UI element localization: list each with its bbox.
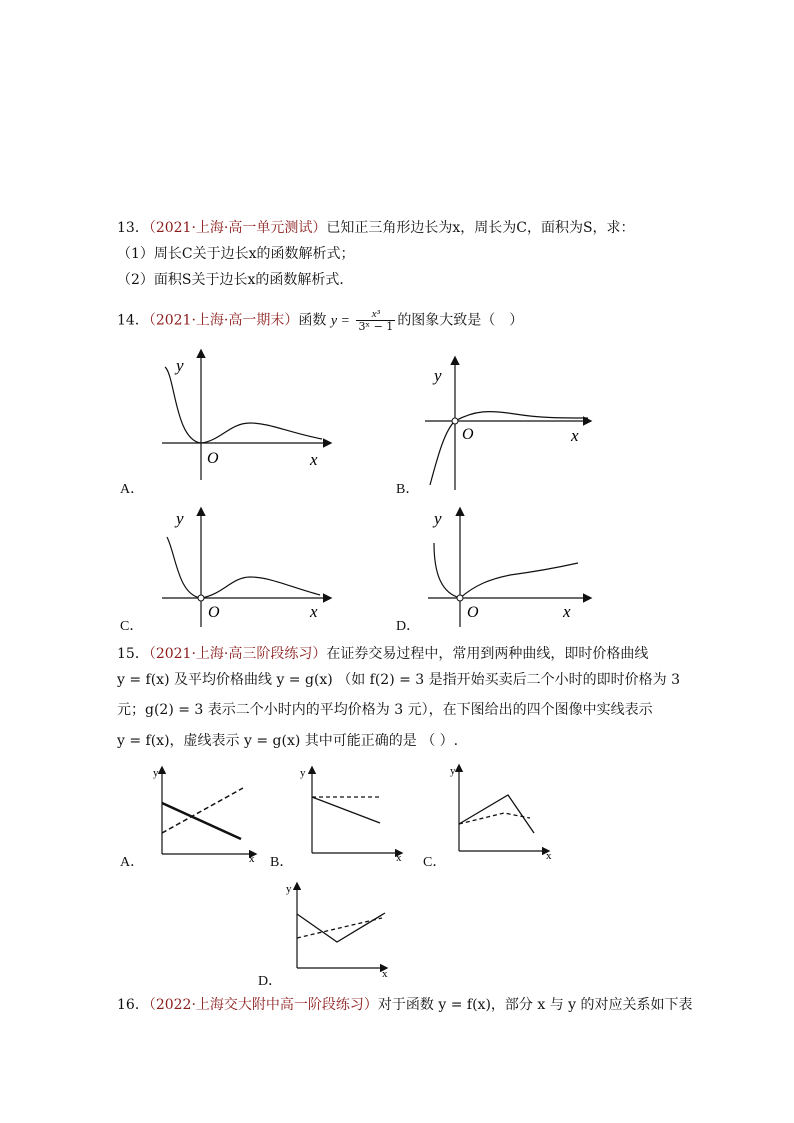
q15-graph-d [280,880,395,980]
origin-hole [198,595,204,601]
q14-fraction [356,308,395,333]
q16-line1 [117,995,693,1015]
q14-frac-denominator: 3ˣ − 1 [358,320,394,333]
solid-line-f [312,797,380,823]
origin-hole [452,418,458,424]
q14-tail: 的图象大致是（ ） [397,312,524,329]
x-label: x [310,450,318,469]
q14-graph-a [150,345,340,495]
q14-option-b[interactable]: B． [396,482,420,497]
y-label: y [153,767,159,779]
x-label: x [396,852,402,864]
dashed-line-g [459,813,530,824]
q15-line1 [117,644,648,664]
q15-source: （2021·上海·高三阶段练习） [148,646,327,662]
q13-line1 [117,218,635,238]
q16-number: 16． [117,997,149,1013]
x-label: x [563,602,571,621]
q15-option-d[interactable]: D． [258,974,283,989]
q15-line1-text: 在证券交易过程中，常用到两种曲线，即时价格曲线 [326,646,649,662]
y-label: y [286,883,292,895]
x-label: x [382,968,388,980]
q14-frac-numerator: x³ [356,308,395,321]
q14-stem [117,308,523,333]
q14-option-c[interactable]: C． [120,619,144,634]
q15-line3: 元；g(2) = 3 表示二个小时内的平均价格为 3 元），在下图给出的四个图像中实线表示 [117,702,653,718]
q14-option-d[interactable]: D． [396,619,421,634]
origin-label: O [207,450,219,467]
solid-line-f [162,803,241,839]
x-label: x [310,602,318,621]
q15-graph-b [296,760,411,865]
q14-graph-b [420,355,595,495]
q15-line4: y = f(x)，虚线表示 y = g(x) 其中可能正确的是 （ ）. [117,733,459,749]
q15-graph-a [145,760,265,865]
y-label: y [450,765,456,777]
origin-label: O [208,604,220,621]
curve [434,543,578,598]
q15-graph-c [442,760,557,865]
x-label: x [546,850,552,862]
y-label: y [300,767,306,779]
origin-hole [457,595,463,601]
y-label: y [434,366,442,385]
q14-number: 14． [117,312,149,329]
solid-line-f [459,795,534,833]
q15-option-c[interactable]: C． [423,855,447,870]
origin-label: O [462,426,474,443]
q13-part1: （1）周长C关于边长x的函数解析式； [117,246,355,262]
x-label: x [571,426,579,445]
q14-y-equals: y = [330,313,350,329]
q14-source: （2021·上海·高一期末） [148,312,299,329]
q15-line2: y = f(x) 及平均价格曲线 y = g(x) （如 f(2) = 3 是指开始买卖后二个小时的即时价格为 3 [117,672,681,688]
q14-lead: 函数 [298,312,327,329]
q13-number: 13． [117,220,149,236]
q15-option-a[interactable]: A． [120,855,145,870]
q15-option-b[interactable]: B． [270,855,294,870]
q13-part2: （2）面积S关于边长x的函数解析式． [117,272,354,288]
y-label: y [434,509,442,528]
q13-source: （2021·上海·高一单元测试） [148,220,327,236]
dashed-line-g [162,788,243,833]
q15-number: 15． [117,646,149,662]
y-label: y [176,509,184,528]
q14-graph-d [420,505,595,630]
q16-source: （2022·上海交大附中高一阶段练习） [148,997,378,1013]
origin-label: O [467,604,479,621]
q16-text: 对于函数 y = f(x)，部分 x 与 y 的对应关系如下表 [377,997,693,1013]
x-label: x [249,853,255,865]
dashed-line-g [297,918,382,938]
q14-option-a[interactable]: A． [120,482,145,497]
q14-graph-c [150,505,340,630]
curve [165,367,322,443]
y-label: y [176,356,184,375]
q13-stem: 已知正三角形边长为x，周长为C，面积为S，求： [326,220,635,236]
curve [167,537,320,598]
